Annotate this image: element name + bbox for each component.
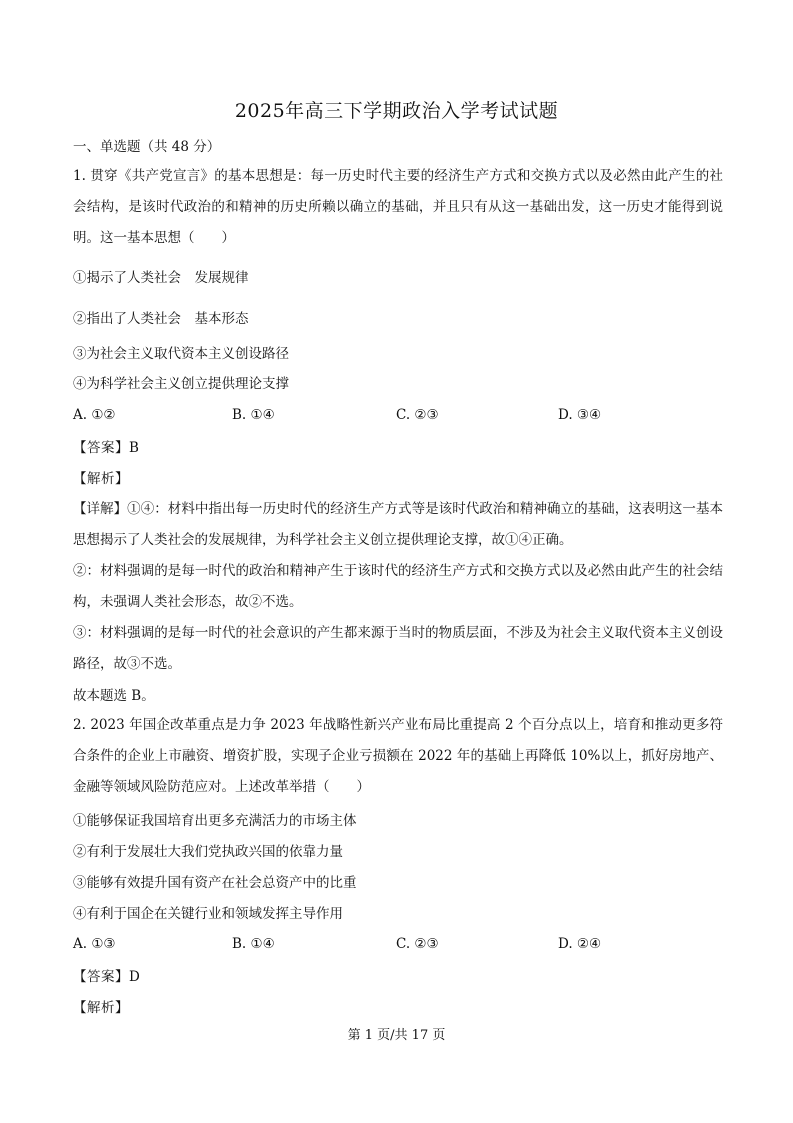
q2-option-d: D. ②④ xyxy=(558,936,602,952)
q2-statement-2: ②有利于发展壮大我们党执政兴国的依靠力量 xyxy=(73,844,343,860)
q1-option-d: D. ③④ xyxy=(558,407,602,423)
question-1-stem: 1. 贯穿《共产党宣言》的基本思想是：每一历史时代主要的经济生产方式和交换方式以及必然由此产生的社会结构，是该时代政治的和精神的历史所赖以确立的基础，并且只有从这一基础出发，这一历史才能得到说明。这一基本思想（ ） xyxy=(73,168,723,246)
q2-options xyxy=(73,936,723,956)
page-footer: 第 1 页/共 17 页 xyxy=(347,1028,446,1043)
q2-option-c: C. ②③ xyxy=(396,936,439,952)
q2-statement-4: ④有利于国企在关键行业和领域发挥主导作用 xyxy=(73,906,343,922)
q1-detail-1: 【详解】①④：材料中指出每一历史时代的经济生产方式等是该时代政治和精神确立的基础，这表明这一基本思想揭示了人类社会的发展规律，为科学社会主义创立提供理论支撑，故①④正确。 xyxy=(73,501,723,548)
q1-statement-2: ②指出了人类社会 基本形态 xyxy=(73,311,249,327)
q2-statement-3: ③能够有效提升国有资产在社会总资产中的比重 xyxy=(73,875,357,891)
q1-statement-4: ④为科学社会主义创立提供理论支撑 xyxy=(73,376,289,392)
question-2-stem: 2. 2023 年国企改革重点是力争 2023 年战略性新兴产业布局比重提高 2 个百分点以上，培育和推动更多符合条件的企业上市融资、增资扩股，实现子企业亏损额在 2022 年的基础上再降低 10%以上，抓好房地产、金融等领域风险防范应对。上述改革举措（ ） xyxy=(73,717,723,795)
q1-answer: 【答案】B xyxy=(73,440,140,456)
q2-option-a: A. ①③ xyxy=(73,936,116,952)
q2-answer: 【答案】D xyxy=(73,969,141,985)
q1-detail-3: ③：材料强调的是每一时代的社会意识的产生都来源于当时的物质层面，不涉及为社会主义取代资本主义创设路径，故③不选。 xyxy=(73,625,723,672)
q1-detail-2: ②：材料强调的是每一时代的政治和精神产生于该时代的经济生产方式和交换方式以及必然由此产生的社会结构，未强调人类社会形态，故②不选。 xyxy=(73,563,723,610)
section-heading: 一、单选题（共 48 分） xyxy=(73,139,221,155)
q1-option-c: C. ②③ xyxy=(396,407,439,423)
q1-statement-3: ③为社会主义取代资本主义创设路径 xyxy=(73,346,289,362)
q1-option-a: A. ①② xyxy=(73,407,116,423)
q1-statement-1: ①揭示了人类社会 发展规律 xyxy=(73,270,249,286)
q1-options xyxy=(73,407,723,427)
q1-analysis-label: 【解析】 xyxy=(73,471,129,487)
q1-option-b: B. ①④ xyxy=(232,407,275,423)
q2-analysis-label: 【解析】 xyxy=(73,1000,129,1016)
q2-statement-1: ①能够保证我国培育出更多充满活力的市场主体 xyxy=(73,813,357,829)
q1-conclusion: 故本题选 B。 xyxy=(73,688,155,704)
q2-option-b: B. ①④ xyxy=(232,936,275,952)
page-title: 2025年高三下学期政治入学考试试题 xyxy=(234,100,559,122)
